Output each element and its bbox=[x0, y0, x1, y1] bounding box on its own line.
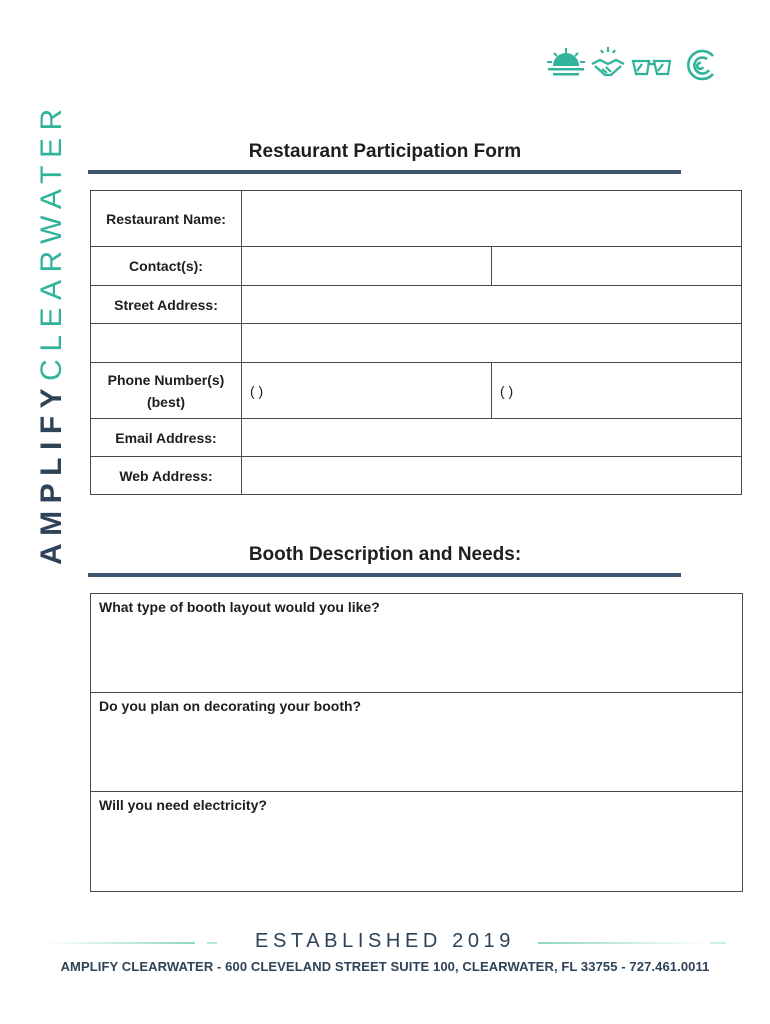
logo-icons bbox=[545, 44, 720, 82]
table-row bbox=[91, 363, 742, 419]
booth-divider bbox=[88, 573, 681, 577]
established-text: ESTABLISHED 2019 bbox=[255, 930, 515, 952]
table-row bbox=[91, 286, 742, 324]
booth-section-title: Booth Description and Needs: bbox=[248, 544, 522, 565]
email-field[interactable] bbox=[242, 419, 742, 457]
street-address-field[interactable] bbox=[242, 286, 742, 324]
table-row bbox=[91, 419, 742, 457]
sunglasses-icon bbox=[633, 61, 670, 74]
table-row bbox=[91, 324, 742, 363]
brand-clearwater: CLEARWATER bbox=[35, 101, 68, 381]
booth-questions bbox=[90, 593, 743, 892]
phone-field-1[interactable] bbox=[242, 363, 492, 419]
footer-line-left bbox=[45, 942, 195, 944]
title-divider bbox=[88, 170, 681, 174]
booth-layout-question[interactable]: What type of booth layout would you like? bbox=[91, 594, 742, 693]
footer-dash-right bbox=[710, 942, 726, 944]
booth-decorating-question[interactable]: Do you plan on decorating your booth? bbox=[91, 693, 742, 792]
table-row bbox=[91, 247, 742, 286]
side-brand-wordmark bbox=[32, 80, 72, 565]
handshake-icon bbox=[592, 47, 624, 75]
web-address-field[interactable] bbox=[242, 457, 742, 495]
street-address-label: Street Address: bbox=[91, 286, 242, 324]
email-label: Email Address: bbox=[91, 419, 242, 457]
phone-area-code-2: ( ) bbox=[500, 382, 514, 399]
address-extra-label-cell bbox=[91, 324, 242, 363]
sun-icon bbox=[547, 48, 585, 76]
restaurant-name-label: Restaurant Name: bbox=[91, 191, 242, 247]
booth-electricity-question[interactable]: Will you need electricity? bbox=[99, 797, 267, 813]
contact-field-1[interactable] bbox=[242, 247, 492, 286]
restaurant-info-table bbox=[90, 190, 742, 495]
phone-area-code-1: ( ) bbox=[250, 382, 264, 399]
brand-amplify: AMPLIFY bbox=[35, 380, 68, 565]
footer-address: AMPLIFY CLEARWATER - 600 CLEVELAND STREET SUITE 100, CLEARWATER, FL 33755 - 727.461.0011 bbox=[60, 959, 710, 974]
table-row bbox=[91, 191, 742, 247]
contact-field-2[interactable] bbox=[492, 247, 742, 286]
web-address-label: Web Address: bbox=[91, 457, 242, 495]
wave-icon bbox=[688, 51, 713, 79]
phone-label: Phone Number(s)(best) bbox=[91, 363, 242, 419]
table-row bbox=[91, 457, 742, 495]
form-title: Restaurant Participation Form bbox=[248, 141, 522, 162]
street-address-line-2-field[interactable] bbox=[242, 324, 742, 363]
restaurant-name-field[interactable] bbox=[242, 191, 742, 247]
contacts-label: Contact(s): bbox=[91, 247, 242, 286]
phone-field-2[interactable] bbox=[492, 363, 742, 419]
